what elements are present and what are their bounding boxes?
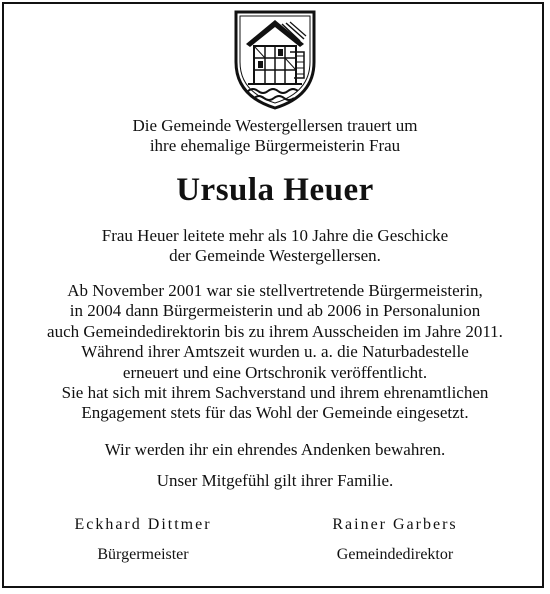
deceased-name: Ursula Heuer bbox=[176, 172, 374, 208]
intro-line-1: Die Gemeinde Westergellersen trauert um bbox=[132, 116, 418, 135]
signature-director bbox=[280, 514, 510, 565]
tenure-paragraph bbox=[0, 226, 550, 266]
career-line-5: erneuert und eine Ortschronik veröffentlicht. bbox=[122, 362, 428, 382]
remembrance-text: Wir werden ihr ein ehrendes Andenken bewahren. bbox=[104, 440, 446, 459]
career-line-4: Während ihrer Amtszeit wurden u. a. die Naturbadestelle bbox=[81, 342, 469, 362]
condolence-text: Unser Mitgefühl gilt ihrer Familie. bbox=[156, 471, 394, 490]
career-line-7: Engagement stets für das Wohl der Gemeinde eingesetzt. bbox=[81, 403, 469, 423]
signature-name: Eckhard Dittmer bbox=[74, 516, 212, 533]
signature-mayor bbox=[28, 514, 258, 565]
career-line-6: Sie hat sich mit ihrem Sachverstand und ihrem ehrenamtlichen bbox=[61, 383, 489, 403]
career-line-3: auch Gemeindedirektorin bis zu ihrem Ausscheiden im Jahre 2011. bbox=[47, 321, 503, 341]
intro-text bbox=[0, 116, 550, 156]
career-paragraph bbox=[0, 281, 550, 424]
intro-line-2: ihre ehemalige Bürgermeisterin Frau bbox=[149, 136, 401, 155]
signature-name: Rainer Garbers bbox=[332, 516, 458, 533]
tenure-line-1: Frau Heuer leitete mehr als 10 Jahre die Geschicke bbox=[101, 226, 449, 245]
signature-title: Bürgermeister bbox=[97, 546, 189, 563]
tenure-line-2: der Gemeinde Westergellersen. bbox=[169, 246, 381, 265]
career-line-1: Ab November 2001 war sie stellvertretende Bürgermeisterin, bbox=[67, 281, 483, 300]
coat-of-arms-icon bbox=[234, 10, 316, 110]
signature-title: Gemeindedirektor bbox=[336, 546, 454, 563]
career-line-2: in 2004 dann Bürgermeisterin und ab 2006 in Personalunion bbox=[69, 301, 481, 321]
